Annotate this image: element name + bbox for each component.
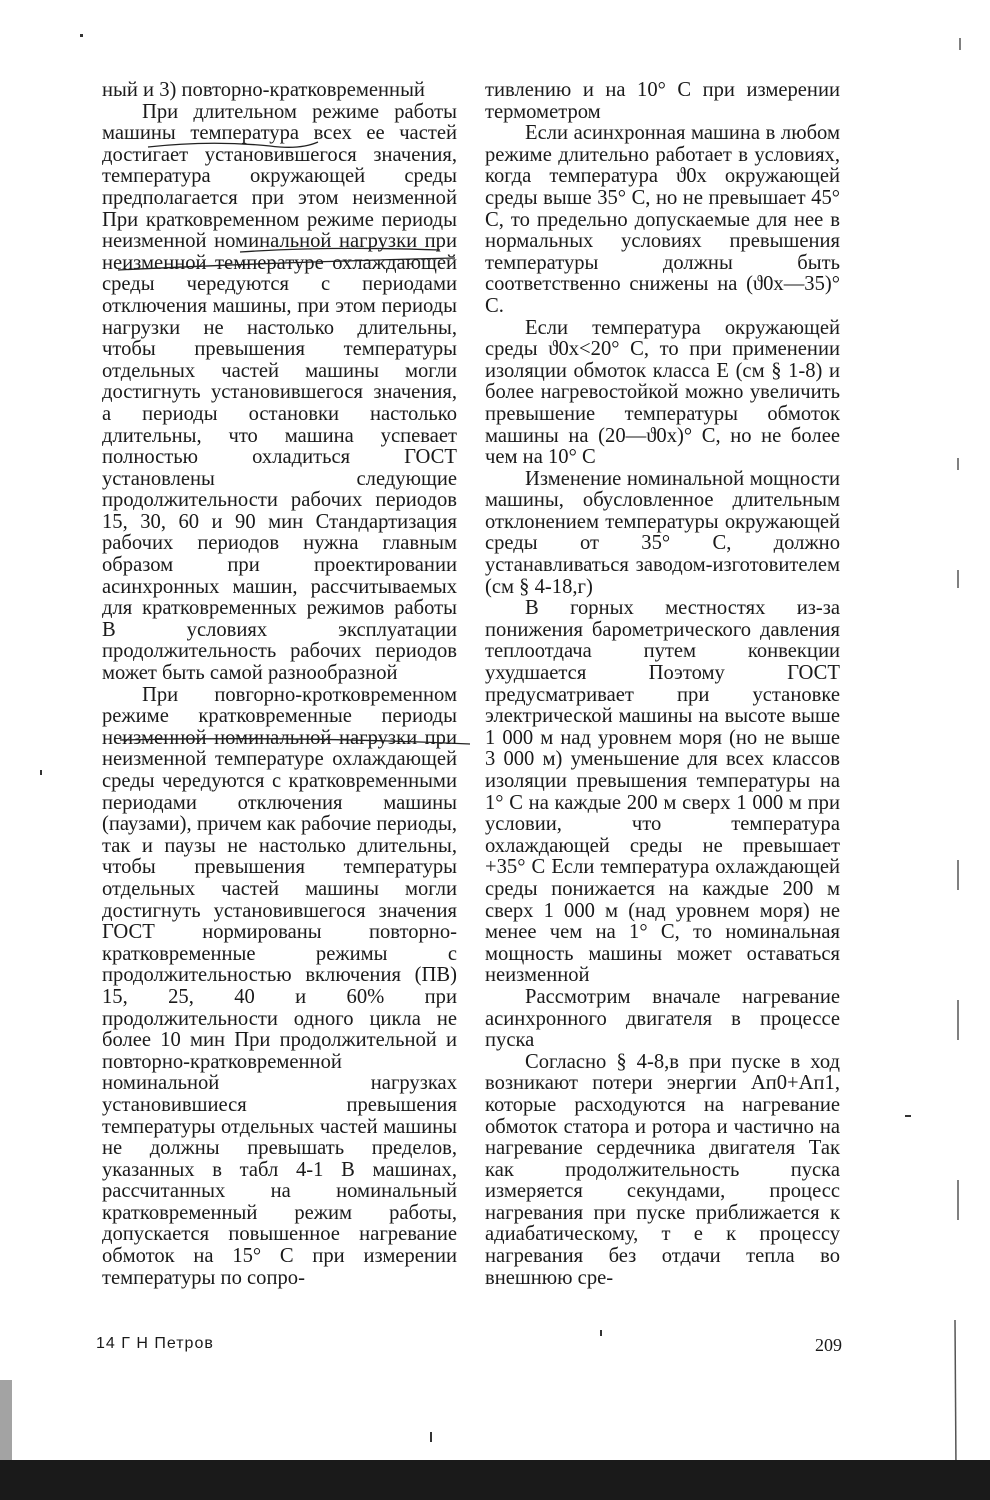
paragraph: В горных местностях из-за понижения барометрического давления теплоотдача путем конвекции ухудшается Поэтому ГОСТ предусматривает при установке электрической машины на высоте выше 1 000 м над уровнем моря (но не выше 3 000 м) уменьшение для всех классов изоляции превышения температуры на 1° С на каждые 200 м сверх 1 000 м при условии, что температура охлаждающей среды не превышает +35° С Если температура охлаждающей среды понижается на каждые 200 м сверх 1 000 м (над уровнем моря) не менее чем на 1° С, то номинальная мощность машины может оставаться неизменной (485, 597, 840, 987)
left-column (102, 80, 457, 1289)
paragraph: Если асинхронная машина в любом режиме длительно работает в условиях, когда температура ϑ0x окружающей среды выше 35° С, но не превышает 45° С, то предельно допускаемые для нее в нормальных условиях превышения температуры должны быть соответственно снижены на (ϑ0x—35)° С. (485, 122, 840, 317)
paragraph: ный и 3) повторно-кратковременный (102, 79, 425, 101)
paragraph: Если температура окружающей среды ϑ0x<20° С, то при применении изоляции обмоток класса E (см § 1-8) и более нагревостойкой можно увеличить превышение температуры обмоток машины на (20—ϑ0x)° С, но не более чем на 10° С (485, 316, 840, 469)
scan-bottom-edge (0, 1460, 990, 1500)
paragraph: Изменение номинальной мощности машины, обусловленное длительным отклонением температуры окружающей среды от 35° С, должно устанавливаться заводом-изготовителем (см § 4-18,г) (485, 467, 840, 598)
paragraph: При повгорно-кротковременном режиме кратковременные периоды неизменной номинальной нагрузки при неизменной температуре охлаждающей среды чередуются с кратковременными периодами отключения машины (паузами), причем как рабочие периоды, так и паузы не настолько длительны, чтобы превышения температуры отдельных частей машины могли достигнуть установившегося значения ГОСТ нормированы повторно-кратковременные режимы с продолжительностью включения (ПВ) 15, 25, 40 и 60% при продолжительности одного цикла не более 10 мин При продолжительной и повторно-кратковременной номинальной нагрузках установившиеся превышения температуры отдельных частей машины не должны превышать пределов, указанных в табл 4-1 В машинах, рассчитанных на номинальный кратковременный режим работы, допускается повышенное нагревание обмоток на 15° С при измерении температуры по сопро- (102, 683, 457, 1289)
paragraph: тивлению и на 10° С при измерении термометром (485, 79, 840, 123)
signature-mark: 14 Г Н Петров (96, 1335, 214, 1352)
scan-speck (80, 34, 83, 37)
paragraph: Согласно § 4-8,в при пуске в ход возникают потери энергии Aп0+Aп1, которые расходуются на нагревание обмоток статора и ротора и частично на нагревание сердечника двигателя Так как продолжительность пуска измеряется секундами, процесс нагревания при пуске приближается к адиабатическому, т е к процессу нагревания без отдачи тепла во внешнюю сре- (485, 1050, 840, 1289)
scan-speck (600, 1330, 602, 1336)
page-number: 209 (815, 1335, 842, 1355)
paragraph: При длительном режиме работы машины температура всех ее частей достигает установившегося значения, температура окружающей среды предполагается при этом неизменной При кратковременном режиме периоды неизменной номинальной нагрузки при неизменной температуре охлаждающей среды чередуются с периодами отключения машины, при этом периоды нагрузки не настолько длительны, чтобы превышения температуры отдельных частей машины могли достигнуть установившегося значения, а периоды остановки настолько длительны, что машина успевает полностью охладиться ГОСТ установлены следующие продолжительности рабочих периодов 15, 30, 60 и 90 мин Стандартизация рабочих периодов нужна главным образом при проектировании асинхронных машин, рассчитываемых для кратковременных режимов работы В условиях эксплуатации продолжительность рабочих периодов может быть самой разнообразной (102, 100, 457, 685)
edge-mark (955, 1320, 956, 1470)
scan-speck (40, 770, 42, 775)
right-column (485, 80, 840, 1289)
paragraph: Рассмотрим вначале нагревание асинхронного двигателя в процессе пуска (485, 985, 840, 1052)
scan-left-edge (0, 1380, 12, 1460)
scan-speck (430, 1432, 432, 1442)
scan-speck (905, 1115, 911, 1117)
